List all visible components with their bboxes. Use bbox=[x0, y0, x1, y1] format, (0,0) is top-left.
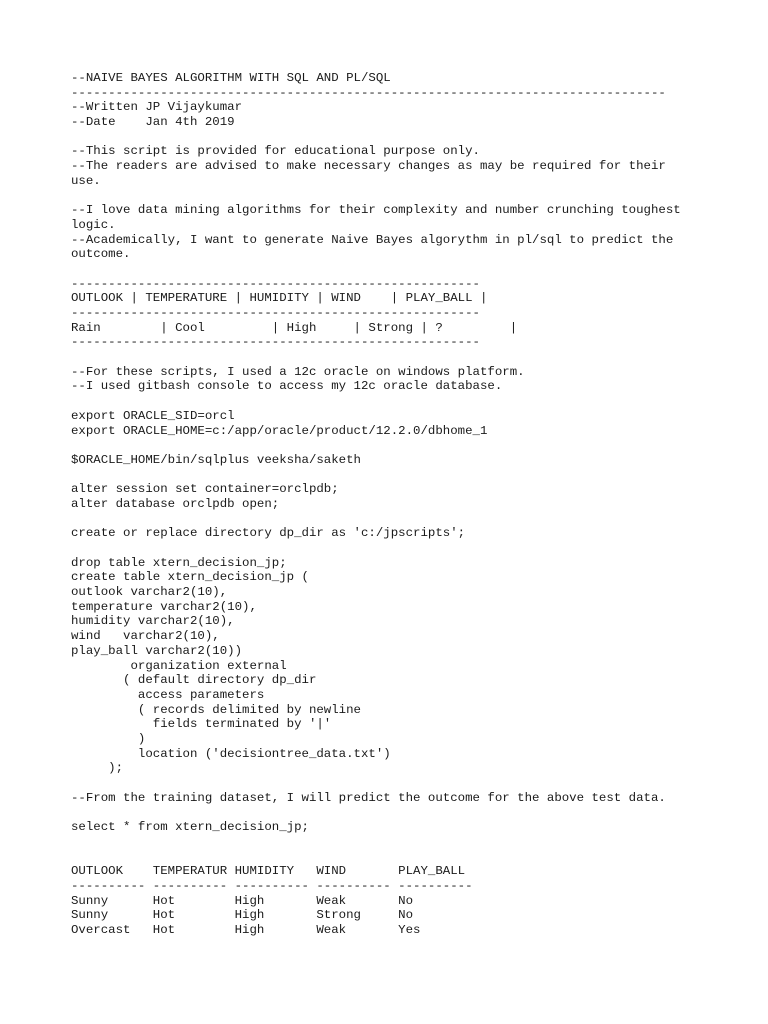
blank-line bbox=[71, 262, 768, 277]
script-line: drop table xtern_decision_jp; bbox=[71, 555, 287, 570]
blank-line bbox=[71, 541, 768, 556]
script-line: alter session set container=orclpdb; bbox=[71, 482, 339, 497]
script-line: OUTLOOK TEMPERATUR HUMIDITY WIND PLAY_BALL bbox=[71, 864, 466, 879]
script-line: Overcast Hot High Weak Yes bbox=[71, 922, 421, 937]
script-line: --From the training dataset, I will predict the outcome for the above test data. bbox=[71, 790, 666, 805]
script-line: ); bbox=[71, 761, 124, 776]
blank-line bbox=[71, 835, 768, 850]
script-line: organization external bbox=[71, 658, 287, 673]
script-line: --Academically, I want to generate Naive Bayes algorythm in pl/sql to predict the bbox=[71, 232, 674, 247]
blank-line bbox=[71, 512, 768, 527]
sql-script-text bbox=[71, 71, 768, 938]
script-line: --NAIVE BAYES ALGORITHM WITH SQL AND PL/SQL bbox=[71, 71, 391, 85]
blank-line bbox=[71, 776, 768, 791]
script-line: use. bbox=[71, 173, 101, 188]
blank-line bbox=[71, 394, 768, 409]
script-line: location ('decisiontree_data.txt') bbox=[71, 746, 391, 761]
blank-line bbox=[71, 468, 768, 483]
script-line: --I used gitbash console to access my 12c oracle database. bbox=[71, 379, 503, 394]
script-line: --Written JP Vijaykumar bbox=[71, 100, 243, 115]
script-line: Sunny Hot High Weak No bbox=[71, 893, 414, 908]
script-line: ---------- ---------- ---------- ---------- ---------- bbox=[71, 878, 473, 893]
script-line: outcome. bbox=[71, 247, 131, 262]
blank-line bbox=[71, 130, 768, 145]
blank-line bbox=[71, 438, 768, 453]
script-line: OUTLOOK | TEMPERATURE | HUMIDITY | WIND | PLAY_BALL | bbox=[71, 291, 488, 306]
script-line: fields terminated by '|' bbox=[71, 717, 332, 732]
script-line: --Date Jan 4th 2019 bbox=[71, 115, 235, 130]
script-line: create or replace directory dp_dir as 'c:/jpscripts'; bbox=[71, 526, 466, 541]
script-line: ( records delimited by newline bbox=[71, 702, 361, 717]
script-line: ------------------------------------------------------- bbox=[71, 276, 480, 291]
script-line: play_ball varchar2(10)) bbox=[71, 643, 243, 658]
script-line: --The readers are advised to make necessary changes as may be required for their bbox=[71, 159, 666, 174]
script-line: humidity varchar2(10), bbox=[71, 614, 235, 629]
script-line: outlook varchar2(10), bbox=[71, 585, 228, 600]
script-line: Rain | Cool | High | Strong | ? | bbox=[71, 320, 518, 335]
script-line: export ORACLE_HOME=c:/app/oracle/product/12.2.0/dbhome_1 bbox=[71, 423, 488, 438]
script-line: wind varchar2(10), bbox=[71, 629, 220, 644]
script-line: --For these scripts, I used a 12c oracle on windows platform. bbox=[71, 364, 525, 379]
script-line: ------------------------------------------------------- bbox=[71, 335, 480, 350]
script-line: create table xtern_decision_jp ( bbox=[71, 570, 309, 585]
script-line: --This script is provided for educational purpose only. bbox=[71, 144, 480, 159]
script-line: ) bbox=[71, 731, 146, 746]
script-line: export ORACLE_SID=orcl bbox=[71, 408, 235, 423]
script-line: -------------------------------------------------------------------------------- bbox=[71, 85, 666, 100]
script-line: logic. bbox=[71, 217, 116, 232]
blank-line bbox=[71, 189, 768, 204]
script-line: alter database orclpdb open; bbox=[71, 496, 280, 511]
script-line: ------------------------------------------------------- bbox=[71, 306, 480, 320]
script-line: temperature varchar2(10), bbox=[71, 599, 257, 614]
script-line: --I love data mining algorithms for their complexity and number crunching toughest bbox=[71, 203, 681, 218]
script-line: ( default directory dp_dir bbox=[71, 673, 317, 688]
blank-line bbox=[71, 350, 768, 365]
script-line: $ORACLE_HOME/bin/sqlplus veeksha/saketh bbox=[71, 452, 361, 467]
blank-line bbox=[71, 849, 768, 864]
script-line: access parameters bbox=[71, 687, 265, 702]
script-line: Sunny Hot High Strong No bbox=[71, 908, 414, 923]
blank-line bbox=[71, 805, 768, 820]
script-line: select * from xtern_decision_jp; bbox=[71, 820, 309, 835]
